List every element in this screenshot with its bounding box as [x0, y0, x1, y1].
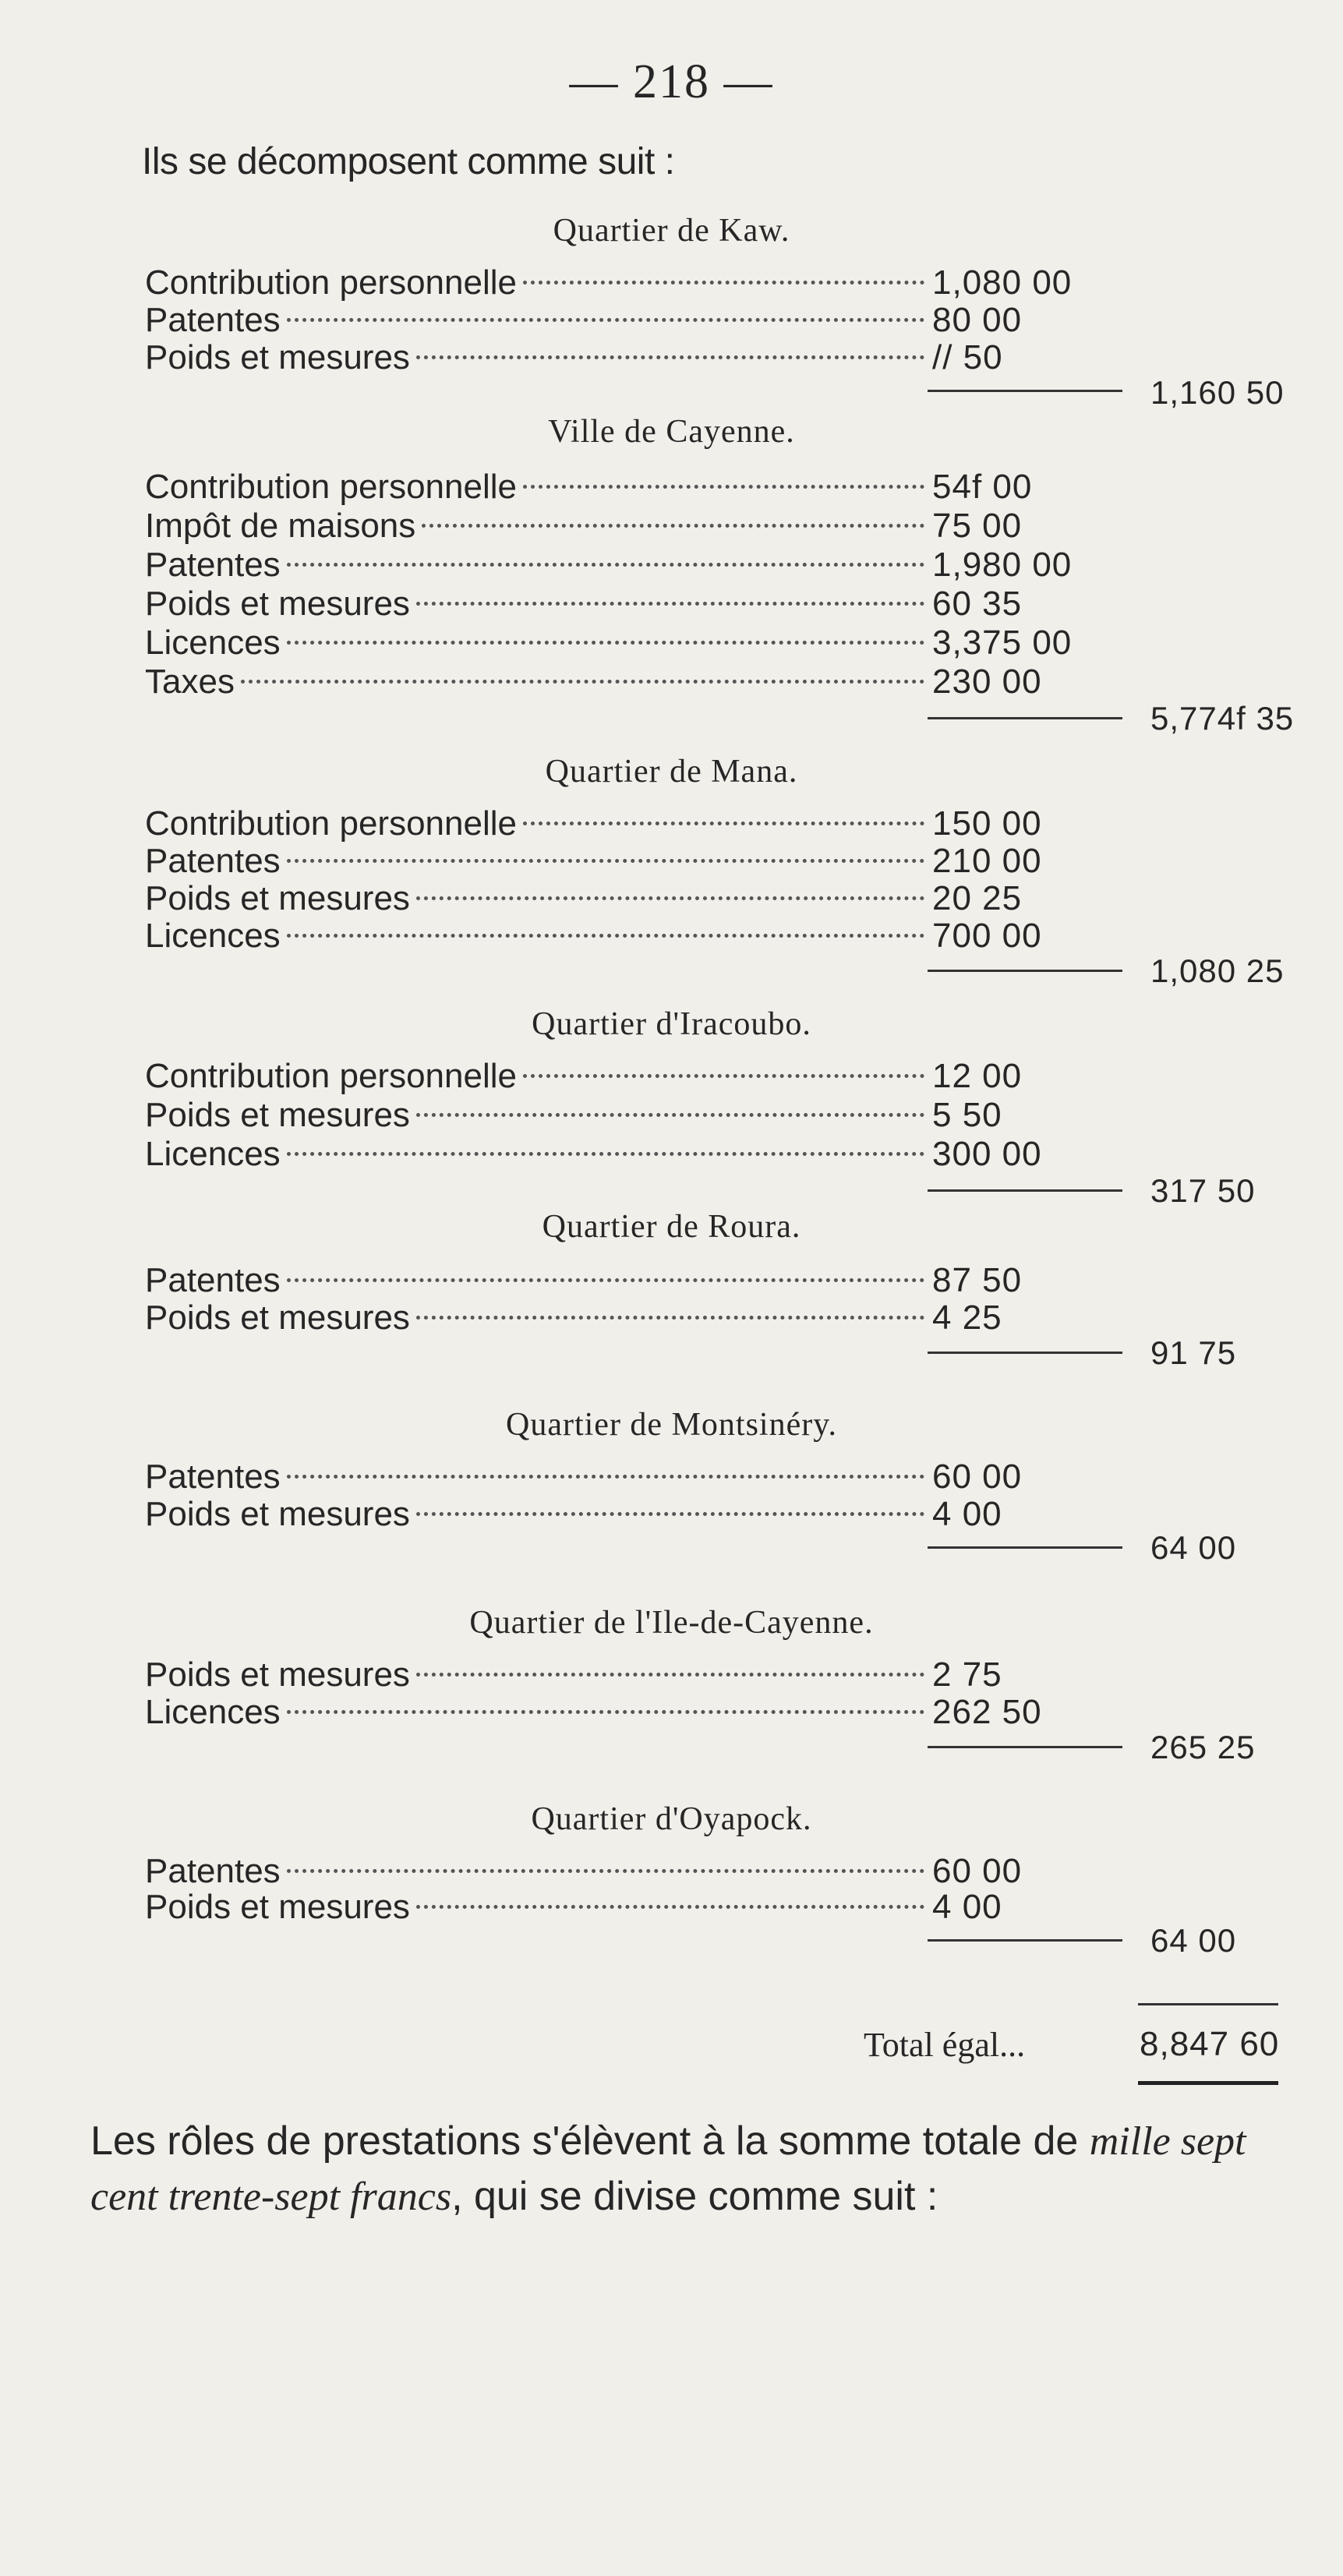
- line-item-amount: 230 00: [932, 663, 1042, 701]
- line-item-label: Poids et mesures: [145, 585, 410, 623]
- line-item-amount: 5 50: [932, 1096, 1002, 1134]
- dot-leader: [416, 1673, 924, 1677]
- dot-leader: [416, 602, 924, 606]
- line-item-amount: 12 00: [932, 1057, 1023, 1095]
- dot-leader: [287, 1278, 924, 1282]
- line-item-amount: 262 50: [932, 1693, 1042, 1731]
- line-item-amount: 300 00: [932, 1135, 1042, 1173]
- line-item-amount: 80 00: [932, 301, 1023, 339]
- line-item-label: Contribution personnelle: [145, 804, 517, 843]
- line-item-amount: 54f 00: [932, 468, 1033, 506]
- line-item-label: Contribution personnelle: [145, 468, 517, 506]
- line-item-label: Patentes: [145, 546, 281, 584]
- section-heading: Quartier de Roura.: [542, 1209, 801, 1245]
- line-item: [145, 804, 1119, 843]
- dot-leader: [287, 1475, 924, 1479]
- line-item-amount: 60 00: [932, 1458, 1023, 1496]
- line-item-label: Licences: [145, 917, 281, 955]
- intro-text: Ils se décomposent comme suit :: [142, 141, 675, 182]
- total-rule-top: [1138, 2003, 1278, 2005]
- section-heading: Quartier d'Oyapock.: [531, 1801, 812, 1837]
- section-heading: Quartier de Kaw.: [553, 213, 790, 249]
- line-item-amount: 210 00: [932, 842, 1042, 880]
- total-rule-bottom: [1138, 2081, 1278, 2085]
- dot-leader: [287, 1710, 924, 1714]
- subtotal-rule: [928, 1546, 1122, 1549]
- line-item: [145, 1057, 1119, 1096]
- line-item-label: Licences: [145, 1135, 281, 1173]
- subtotal-rule: [928, 970, 1122, 972]
- line-item-label: Patentes: [145, 1852, 281, 1890]
- line-item-amount: 4 00: [932, 1888, 1002, 1926]
- section-subtotal: 5,774f 35: [1150, 700, 1295, 737]
- section-subtotal: 64 00: [1150, 1922, 1237, 1959]
- line-item-amount: 150 00: [932, 804, 1042, 843]
- total-label: Total égal...: [864, 2026, 1026, 2064]
- dot-leader: [416, 1512, 924, 1516]
- line-item: [145, 263, 1119, 302]
- closing-italic-amount: mille sept cent trente-sept francs: [90, 2119, 1246, 2219]
- line-item-label: Poids et mesures: [145, 879, 410, 917]
- line-item-label: Contribution personnelle: [145, 1057, 517, 1095]
- line-item: [145, 1495, 1119, 1534]
- line-item: [145, 879, 1119, 918]
- line-item: [145, 1888, 1119, 1927]
- line-item: [145, 917, 1119, 956]
- section-heading: Quartier de Mana.: [545, 754, 798, 790]
- dot-leader: [523, 485, 924, 489]
- dot-leader: [416, 355, 924, 359]
- dot-leader: [287, 318, 924, 322]
- section-heading: Quartier de Montsinéry.: [506, 1407, 837, 1443]
- line-item-label: Contribution personnelle: [145, 263, 517, 302]
- dot-leader: [416, 1316, 924, 1320]
- section-subtotal: 1,160 50: [1150, 374, 1285, 411]
- line-item: [145, 301, 1119, 340]
- line-item: [145, 663, 1119, 701]
- dot-leader: [287, 859, 924, 863]
- section-subtotal: 1,080 25: [1150, 952, 1285, 989]
- subtotal-rule: [928, 717, 1122, 719]
- line-item-label: Patentes: [145, 1261, 281, 1299]
- dot-leader: [523, 1074, 924, 1078]
- line-item-amount: 3,375 00: [932, 624, 1073, 662]
- line-item-label: Impôt de maisons: [145, 507, 416, 545]
- section-subtotal: 91 75: [1150, 1334, 1237, 1371]
- line-item: [145, 468, 1119, 507]
- line-item-label: Poids et mesures: [145, 1299, 410, 1337]
- line-item: [145, 546, 1119, 585]
- line-item-amount: 4 00: [932, 1495, 1002, 1533]
- line-item-label: Patentes: [145, 301, 281, 339]
- line-item-amount: 75 00: [932, 507, 1023, 545]
- closing-text-end: , qui se divise comme suit :: [451, 2174, 938, 2219]
- line-item: [145, 624, 1119, 663]
- line-item-amount: // 50: [932, 338, 1003, 376]
- section-subtotal: 317 50: [1150, 1172, 1256, 1209]
- closing-paragraph: [90, 2114, 1291, 2224]
- dot-leader: [416, 1113, 924, 1117]
- line-item-amount: 20 25: [932, 879, 1023, 917]
- section-subtotal: 64 00: [1150, 1529, 1237, 1566]
- line-item-label: Poids et mesures: [145, 1655, 410, 1694]
- line-item-amount: 1,980 00: [932, 546, 1073, 584]
- line-item-label: Licences: [145, 1693, 281, 1731]
- dot-leader: [422, 524, 924, 528]
- line-item: [145, 338, 1119, 377]
- closing-text-start: Les rôles de prestations s'élèvent à la somme totale de: [90, 2118, 1079, 2164]
- total-value: 8,847 60: [1140, 2025, 1280, 2063]
- line-item-amount: 700 00: [932, 917, 1042, 955]
- line-item-amount: 1,080 00: [932, 263, 1073, 302]
- subtotal-rule: [928, 1352, 1122, 1354]
- line-item: [145, 1458, 1119, 1496]
- dot-leader: [287, 1869, 924, 1873]
- section-heading: Ville de Cayenne.: [548, 414, 795, 450]
- dot-leader: [287, 563, 924, 567]
- line-item-label: Poids et mesures: [145, 1495, 410, 1533]
- subtotal-rule: [928, 1746, 1122, 1748]
- line-item: [145, 1852, 1119, 1891]
- line-item-label: Patentes: [145, 842, 281, 880]
- line-item: [145, 507, 1119, 546]
- dot-leader: [287, 1152, 924, 1156]
- line-item-label: Licences: [145, 624, 281, 662]
- section-heading: Quartier d'Iracoubo.: [532, 1006, 811, 1042]
- dot-leader: [241, 680, 924, 684]
- line-item-label: Taxes: [145, 663, 235, 701]
- dot-leader: [287, 934, 924, 938]
- page-number: — 218 —: [569, 55, 774, 108]
- line-item-amount: 4 25: [932, 1299, 1002, 1337]
- line-item-amount: 87 50: [932, 1261, 1023, 1299]
- dot-leader: [416, 896, 924, 900]
- dot-leader: [523, 822, 924, 825]
- line-item-amount: 2 75: [932, 1655, 1002, 1694]
- dot-leader: [523, 281, 924, 284]
- section-heading: Quartier de l'Ile-de-Cayenne.: [469, 1605, 874, 1641]
- line-item: [145, 1693, 1119, 1732]
- subtotal-rule: [928, 1189, 1122, 1192]
- line-item: [145, 1299, 1119, 1337]
- line-item: [145, 1135, 1119, 1174]
- line-item: [145, 1655, 1119, 1694]
- line-item-amount: 60 00: [932, 1852, 1023, 1890]
- dot-leader: [416, 1905, 924, 1909]
- line-item-amount: 60 35: [932, 585, 1023, 623]
- line-item: [145, 842, 1119, 881]
- subtotal-rule: [928, 1939, 1122, 1942]
- subtotal-rule: [928, 390, 1122, 392]
- line-item: [145, 1261, 1119, 1300]
- line-item: [145, 585, 1119, 624]
- line-item-label: Poids et mesures: [145, 1096, 410, 1134]
- dot-leader: [287, 641, 924, 645]
- line-item-label: Poids et mesures: [145, 1888, 410, 1926]
- line-item-label: Patentes: [145, 1458, 281, 1496]
- line-item-label: Poids et mesures: [145, 338, 410, 376]
- section-subtotal: 265 25: [1150, 1729, 1256, 1765]
- line-item: [145, 1096, 1119, 1135]
